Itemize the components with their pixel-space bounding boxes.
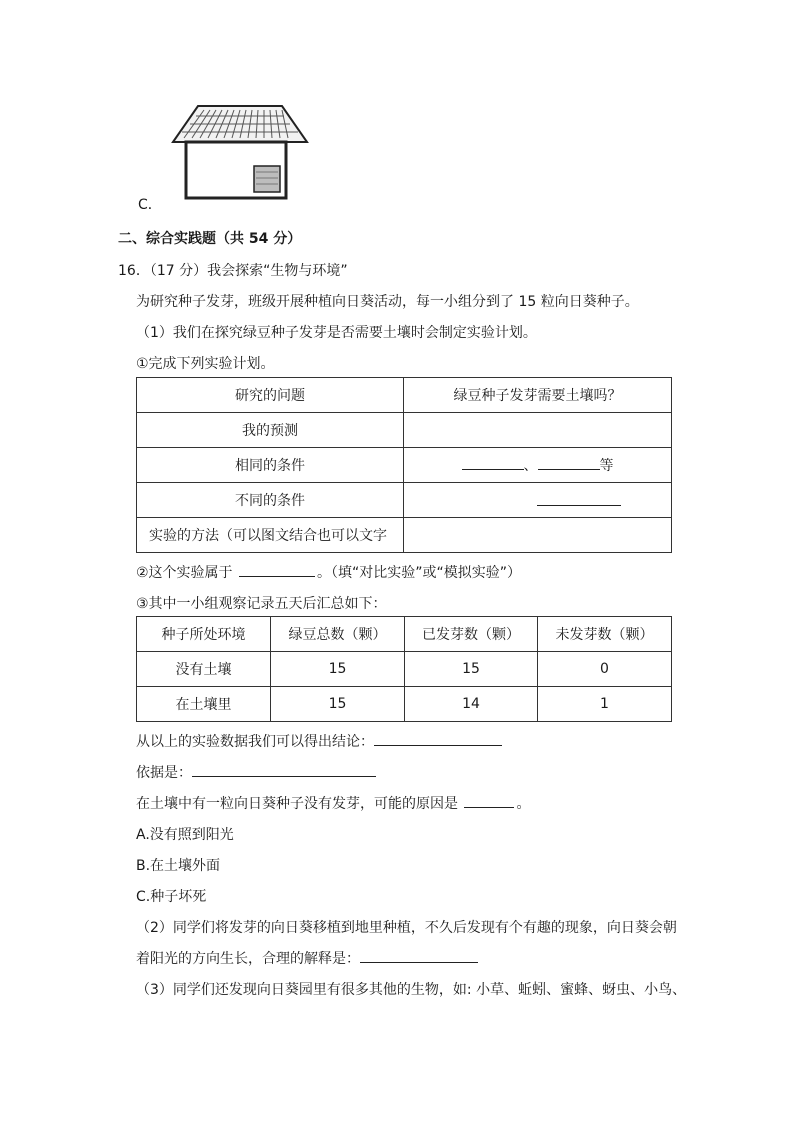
column-header: 未发芽数（颗） xyxy=(538,617,672,652)
different-condition-cell xyxy=(404,483,672,518)
table-header-row xyxy=(137,617,672,652)
column-header: 种子所处环境 xyxy=(137,617,271,652)
same-condition-blank-1[interactable] xyxy=(462,455,524,470)
step3-text: ③其中一小组观察记录五天后汇总如下： xyxy=(136,596,387,612)
separator: 、 xyxy=(523,458,538,474)
plan-label: 研究的问题 xyxy=(137,378,404,413)
reason-blank[interactable] xyxy=(464,793,514,808)
column-header: 绿豆总数（颗） xyxy=(271,617,405,652)
experiment-plan-table xyxy=(136,377,672,553)
basis-blank[interactable] xyxy=(192,762,376,777)
same-conditions-cell xyxy=(404,448,672,483)
method-answer-cell[interactable] xyxy=(404,518,672,553)
table-row xyxy=(137,518,672,553)
option-c-label: C． xyxy=(138,197,162,213)
table-cell: 14 xyxy=(405,687,538,722)
plan-label: 实验的方法（可以图文结合也可以文字 xyxy=(137,518,404,553)
same-condition-blank-2[interactable] xyxy=(538,455,600,470)
part1-text: （1）我们在探究绿豆种子发芽是否需要土壤时会制定实验计划。 xyxy=(136,325,537,341)
etc-suffix: 等 xyxy=(599,458,614,474)
question-intro: 为研究种子发芽，班级开展种植向日葵活动，每一小组分到了 15 粒向日葵种子。 xyxy=(136,294,639,310)
part3-text: （3）同学们还发现向日葵园里有很多其他的生物，如: 小草、蚯蚓、蜜蜂、蚜虫、小鸟、 xyxy=(136,982,687,998)
plan-label: 相同的条件 xyxy=(137,448,404,483)
table-row xyxy=(137,483,672,518)
plan-value: 绿豆种子发芽需要土壤吗？ xyxy=(404,378,672,413)
reason-suffix: 。 xyxy=(516,796,531,812)
step2-suffix: 。（填“对比实验”或“模拟实验”） xyxy=(317,565,522,581)
part2-line2 xyxy=(136,948,478,968)
explanation-blank[interactable] xyxy=(360,948,478,963)
step2-text xyxy=(136,562,521,582)
table-cell: 15 xyxy=(271,687,405,722)
table-row xyxy=(137,413,672,448)
step2-prefix: ②这个实验属于 xyxy=(136,565,233,581)
plan-label: 我的预测 xyxy=(137,413,404,448)
section-title: 二、综合实践题（共 54 分） xyxy=(118,231,302,247)
basis-line xyxy=(136,762,376,782)
step1-text: ①完成下列实验计划。 xyxy=(136,356,275,372)
table-cell: 15 xyxy=(405,652,538,687)
plan-label: 不同的条件 xyxy=(137,483,404,518)
prediction-answer-cell[interactable] xyxy=(404,413,672,448)
conclusion-blank[interactable] xyxy=(374,731,502,746)
table-row xyxy=(137,448,672,483)
reason-prompt: 在土壤中有一粒向日葵种子没有发芽，可能的原因是 xyxy=(136,796,458,812)
table-row xyxy=(137,687,672,722)
table-cell: 1 xyxy=(538,687,672,722)
choice-b[interactable]: B.在土壤外面 xyxy=(136,858,221,874)
column-header: 已发芽数（颗） xyxy=(405,617,538,652)
question-header: 16．（17 分）我会探索“生物与环境” xyxy=(118,263,348,279)
conclusion-prompt: 从以上的实验数据我们可以得出结论： xyxy=(136,734,374,750)
different-condition-blank[interactable] xyxy=(537,491,621,506)
conclusion-line xyxy=(136,731,502,751)
choice-a[interactable]: A.没有照到阳光 xyxy=(136,827,234,843)
part2-line1: （2）同学们将发芽的向日葵移植到地里种植，不久后发现有个有趣的现象，向日葵会朝 xyxy=(136,920,677,936)
basis-prompt: 依据是： xyxy=(136,765,192,781)
table-cell: 15 xyxy=(271,652,405,687)
table-cell: 在土壤里 xyxy=(137,687,271,722)
choice-c[interactable]: C.种子坏死 xyxy=(136,889,207,905)
part2-prompt: 着阳光的方向生长，合理的解释是： xyxy=(136,951,360,967)
table-cell: 0 xyxy=(538,652,672,687)
house-illustration xyxy=(170,100,310,202)
table-cell: 没有土壤 xyxy=(137,652,271,687)
table-row xyxy=(137,652,672,687)
table-row xyxy=(137,378,672,413)
experiment-type-blank[interactable] xyxy=(239,562,315,577)
observation-record-table xyxy=(136,616,672,722)
reason-line xyxy=(136,793,530,813)
